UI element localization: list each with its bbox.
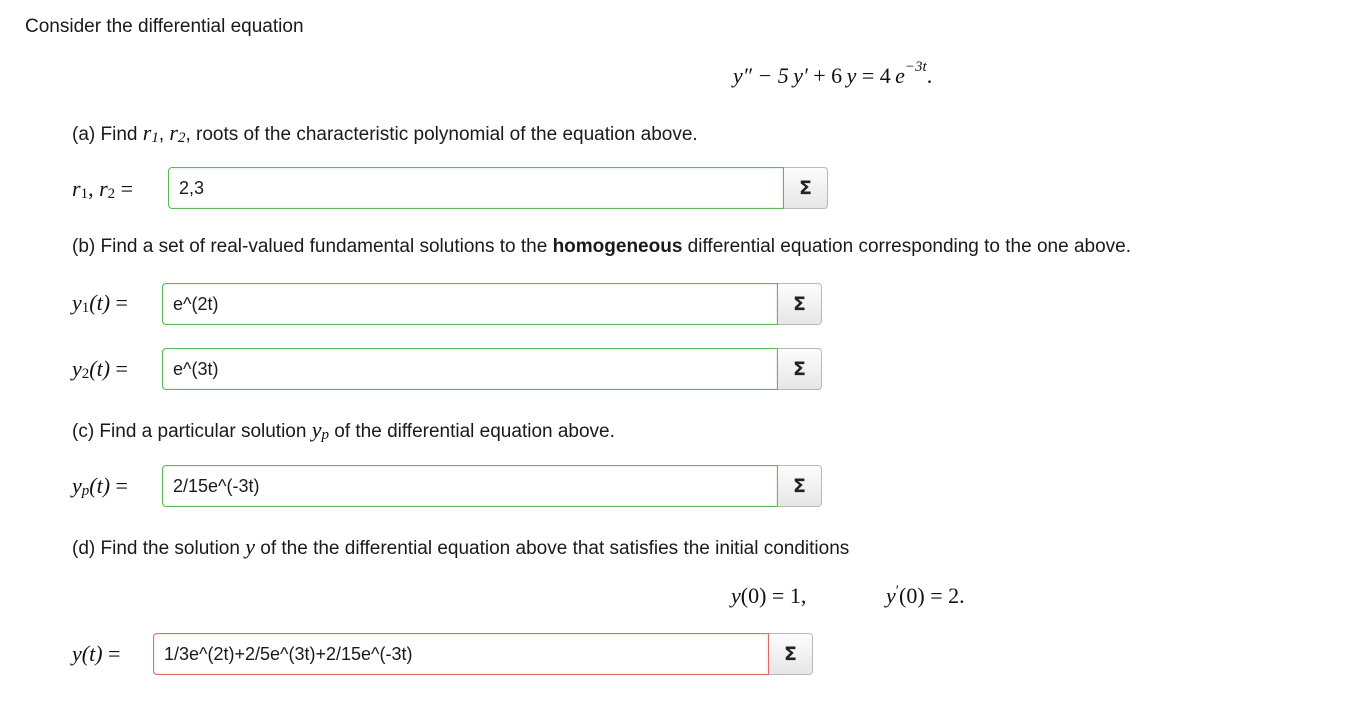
initial-condition-1: y(0) = 1, — [731, 583, 807, 608]
y2-answer-group — [162, 348, 822, 390]
part-a-answer-group — [168, 167, 828, 209]
y2-answer-input[interactable] — [162, 348, 778, 390]
part-d-prefix: (d) Find the solution — [72, 538, 246, 559]
part-a-prefix: (a) Find — [72, 124, 143, 145]
intro-text: Consider the differential equation — [25, 16, 304, 37]
part-b-bold: homogeneous — [552, 236, 683, 257]
part-a-comma: , — [158, 124, 170, 145]
part-d-y: y — [245, 534, 255, 559]
equation-lhs-d: y — [846, 63, 857, 88]
sigma-button-y1[interactable]: Σ — [778, 283, 822, 325]
equation-end: . — [926, 63, 933, 88]
yp-label: $y_p(t)$ = — [72, 473, 128, 499]
y-answer-input[interactable] — [153, 633, 769, 675]
part-c-yp: $y_p$ — [311, 417, 329, 443]
part-a-suffix: , roots of the characteristic polynomial of the equation above. — [185, 124, 698, 145]
y1-label: $y_1(t)$ = — [72, 290, 128, 316]
equation-exponent: −3t — [904, 59, 927, 75]
part-a-r1: $r_1$ — [142, 120, 159, 146]
yp-answer-input[interactable] — [162, 465, 778, 507]
yp-answer-group — [162, 465, 822, 507]
part-a-prompt — [72, 120, 698, 146]
equation-rhs: = 4 — [856, 63, 896, 88]
equation-lhs-b: y′ — [793, 63, 808, 88]
roots-answer-input[interactable] — [168, 167, 784, 209]
part-c-prefix: (c) Find a particular solution — [72, 421, 312, 442]
sigma-button-y2[interactable]: Σ — [778, 348, 822, 390]
sigma-button-a[interactable]: Σ — [784, 167, 828, 209]
sigma-button-y[interactable]: Σ — [769, 633, 813, 675]
main-equation — [733, 59, 933, 89]
part-c-prompt — [72, 417, 615, 443]
initial-condition-2: y′(0) = 2. — [886, 583, 965, 608]
sigma-button-yp[interactable]: Σ — [778, 465, 822, 507]
part-c-suffix: of the differential equation above. — [328, 421, 615, 442]
equation-lhs-c: + 6 — [807, 63, 847, 88]
y-label: y(t) = — [72, 641, 121, 666]
part-b-prompt — [72, 236, 1131, 258]
y1-answer-input[interactable] — [162, 283, 778, 325]
equation-e: e — [895, 63, 905, 88]
part-d-suffix: of the the differential equation above that satisfies the initial conditions — [254, 538, 850, 559]
y-answer-group — [153, 633, 813, 675]
part-b-suffix: differential equation corresponding to the one above. — [682, 236, 1131, 257]
part-a-label: $r_1$, $r_2$ = — [72, 176, 134, 202]
part-d-prompt — [72, 534, 849, 560]
y1-answer-group — [162, 283, 822, 325]
part-b-prefix: (b) Find a set of real-valued fundamental solutions to the — [72, 236, 553, 257]
equation-lhs-a: y″ − 5 — [733, 63, 794, 88]
part-a-r2: $r_2$ — [169, 120, 186, 146]
y2-label: $y_2(t)$ = — [72, 356, 128, 382]
